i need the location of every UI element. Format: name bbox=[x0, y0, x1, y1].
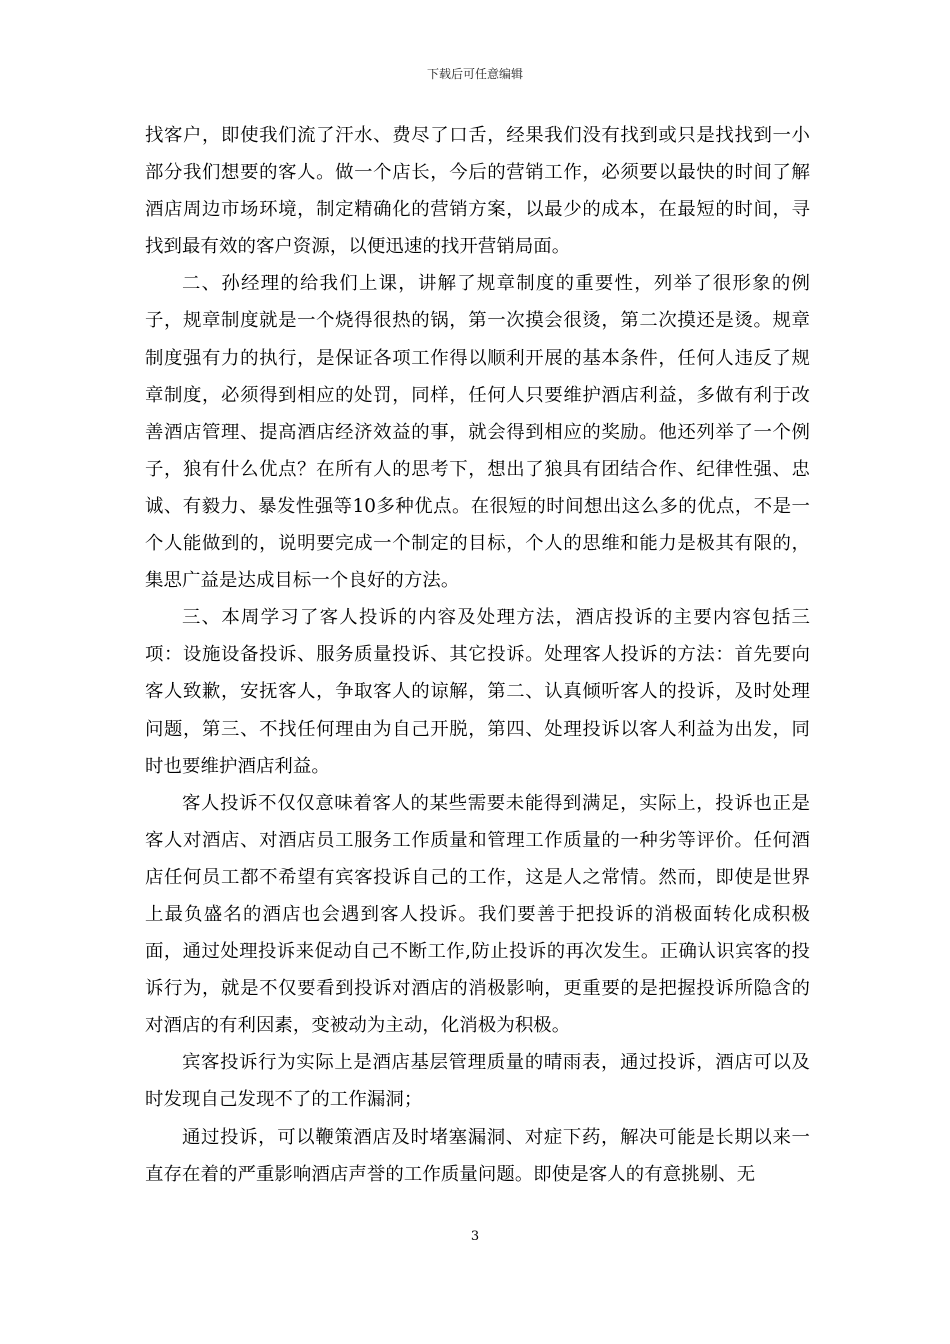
paragraph-6: 通过投诉，可以鞭策酒店及时堵塞漏洞、对症下药，解决可能是长期以来一直存在着的严重影响酒店声誉的工作质量问题。即使是客人的有意挑剔、无 bbox=[145, 1126, 810, 1185]
paragraph-4: 客人投诉不仅仅意味着客人的某些需要未能得到满足，实际上，投诉也正是客人对酒店、对酒店员工服务工作质量和管理工作质量的一种劣等评价。任何酒店任何员工都不希望有宾客投诉自己的工作，这是人之常情。然而，即使是世界上最负盛名的酒店也会遇到客人投诉。我们要善于把投诉的消极面转化成积极面，通过处理投诉来促动自己不断工作,防止投诉的再次发生。正确认识宾客的投诉行为，就是不仅要看到投诉对酒店的消极影响，更重要的是把握投诉所隐含的对酒店的有利因素，变被动为主动，化消极为积极。 bbox=[145, 792, 810, 1037]
document-body bbox=[145, 117, 810, 1193]
paragraph-1: 找客户，即使我们流了汗水、费尽了口舌，经果我们没有找到或只是找找到一小部分我们想要的客人。做一个店长，今后的营销工作，必须要以最快的时间了解酒店周边市场环境，制定精确化的营销方案，以最少的成本，在最短的时间，寻找到最有效的客户资源，以便迅速的找开营销局面。 bbox=[145, 125, 810, 258]
paragraph-3: 三、本周学习了客人投诉的内容及处理方法，酒店投诉的主要内容包括三项：设施设备投诉、服务质量投诉、其它投诉。处理客人投诉的方法：首先要向客人致歉，安抚客人，争取客人的谅解，第二、认真倾听客人的投诉，及时处理问题，第三、不找任何理由为自己开脱，第四、处理投诉以客人利益为出发，同时也要维护酒店利益。 bbox=[145, 607, 810, 777]
page-header: 下载后可任意编辑 bbox=[426, 67, 523, 81]
paragraph-5: 宾客投诉行为实际上是酒店基层管理质量的晴雨表，通过投诉，酒店可以及时发现自己发现不了的工作漏洞； bbox=[145, 1052, 810, 1111]
paragraph-2: 二、孙经理的给我们上课，讲解了规章制度的重要性，列举了很形象的例子，规章制度就是一个烧得很热的锅，第一次摸会很烫，第二次摸还是烫。规章制度强有力的执行，是保证各项工作得以顺利开展的基本条件，任何人违反了规章制度，必须得到相应的处罚，同样，任何人只要维护酒店利益，多做有利于改善酒店管理、提高酒店经济效益的事，就会得到相应的奖励。他还列举了一个例子，狼有什么优点？在所有人的思考下，想出了狼具有团结合作、纪律性强、忠诚、有毅力、暴发性强等10多种优点。在很短的时间想出这么多的优点，不是一个人能做到的，说明要完成一个制定的目标，个人的思维和能力是极其有限的，集思广益是达成目标一个良好的方法。 bbox=[145, 273, 810, 592]
page-number: 3 bbox=[470, 1229, 480, 1244]
